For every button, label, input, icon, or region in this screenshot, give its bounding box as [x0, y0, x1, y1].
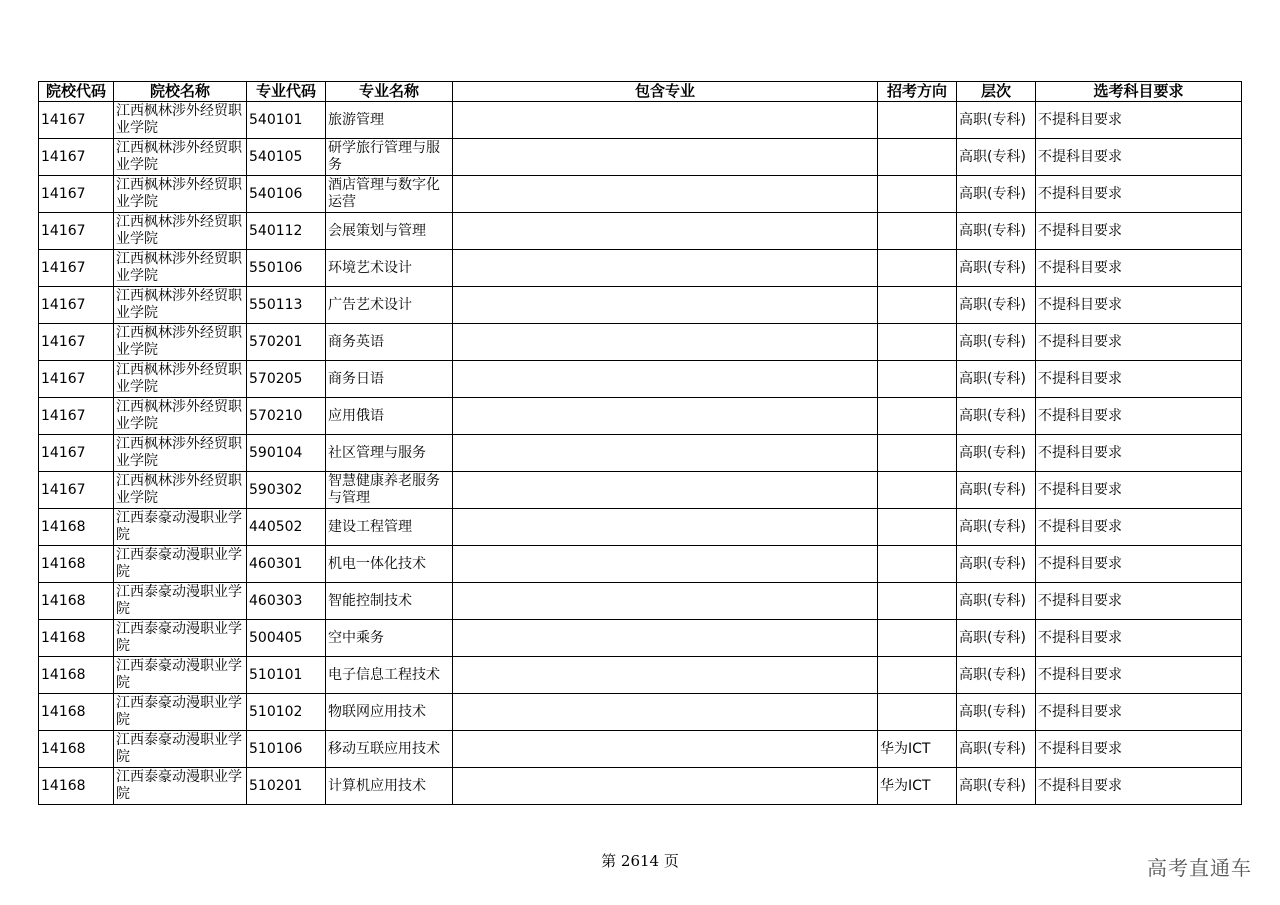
table-row: [39, 102, 1242, 139]
level-cell: 高职(专科): [957, 694, 1036, 731]
major-code-cell: 590302: [247, 472, 326, 509]
school-name-cell: 江西枫林涉外经贸职业学院: [114, 361, 247, 398]
admissions-table: [38, 81, 1242, 805]
school-code-cell: 14167: [39, 287, 114, 324]
school-code-cell: 14167: [39, 102, 114, 139]
major-code-cell: 460303: [247, 583, 326, 620]
school-name-cell: 江西泰豪动漫职业学院: [114, 509, 247, 546]
header-major-name: 专业名称: [326, 82, 453, 102]
major-code-cell: 540101: [247, 102, 326, 139]
level-cell: 高职(专科): [957, 176, 1036, 213]
school-code-cell: 14167: [39, 139, 114, 176]
header-major-code: 专业代码: [247, 82, 326, 102]
table-row: [39, 694, 1242, 731]
table-row: [39, 324, 1242, 361]
table-row: [39, 657, 1242, 694]
school-code-cell: 14167: [39, 398, 114, 435]
subject-requirement-cell: 不提科目要求: [1036, 509, 1242, 546]
level-cell: 高职(专科): [957, 768, 1036, 805]
table-body: [39, 102, 1242, 805]
header-school-code: 院校代码: [39, 82, 114, 102]
included-majors-cell: [453, 176, 878, 213]
level-cell: 高职(专科): [957, 472, 1036, 509]
table-row: [39, 620, 1242, 657]
major-code-cell: 540106: [247, 176, 326, 213]
subject-requirement-cell: 不提科目要求: [1036, 657, 1242, 694]
major-name-cell: 商务日语: [326, 361, 453, 398]
major-name-cell: 商务英语: [326, 324, 453, 361]
table-row: [39, 546, 1242, 583]
direction-cell: [878, 435, 957, 472]
subject-requirement-cell: 不提科目要求: [1036, 435, 1242, 472]
included-majors-cell: [453, 435, 878, 472]
major-code-cell: 570201: [247, 324, 326, 361]
major-name-cell: 空中乘务: [326, 620, 453, 657]
school-code-cell: 14168: [39, 509, 114, 546]
school-name-cell: 江西泰豪动漫职业学院: [114, 694, 247, 731]
table-row: [39, 139, 1242, 176]
table-row: [39, 768, 1242, 805]
header-school-name: 院校名称: [114, 82, 247, 102]
direction-cell: [878, 361, 957, 398]
major-code-cell: 570205: [247, 361, 326, 398]
direction-cell: [878, 583, 957, 620]
subject-requirement-cell: 不提科目要求: [1036, 250, 1242, 287]
table-row: [39, 509, 1242, 546]
table-row: [39, 472, 1242, 509]
direction-cell: [878, 250, 957, 287]
level-cell: 高职(专科): [957, 250, 1036, 287]
direction-cell: [878, 324, 957, 361]
major-name-cell: 研学旅行管理与服务: [326, 139, 453, 176]
major-code-cell: 500405: [247, 620, 326, 657]
major-name-cell: 应用俄语: [326, 398, 453, 435]
direction-cell: [878, 176, 957, 213]
school-code-cell: 14168: [39, 694, 114, 731]
school-code-cell: 14167: [39, 324, 114, 361]
subject-requirement-cell: 不提科目要求: [1036, 472, 1242, 509]
table-row: [39, 583, 1242, 620]
school-name-cell: 江西泰豪动漫职业学院: [114, 583, 247, 620]
table-row: [39, 250, 1242, 287]
included-majors-cell: [453, 657, 878, 694]
school-code-cell: 14167: [39, 250, 114, 287]
included-majors-cell: [453, 102, 878, 139]
major-name-cell: 智能控制技术: [326, 583, 453, 620]
level-cell: 高职(专科): [957, 583, 1036, 620]
subject-requirement-cell: 不提科目要求: [1036, 324, 1242, 361]
included-majors-cell: [453, 546, 878, 583]
major-name-cell: 酒店管理与数字化运营: [326, 176, 453, 213]
school-name-cell: 江西枫林涉外经贸职业学院: [114, 213, 247, 250]
school-name-cell: 江西枫林涉外经贸职业学院: [114, 398, 247, 435]
header-direction: 招考方向: [878, 82, 957, 102]
table-row: [39, 176, 1242, 213]
level-cell: 高职(专科): [957, 213, 1036, 250]
direction-cell: 华为ICT: [878, 768, 957, 805]
direction-cell: [878, 472, 957, 509]
header-subject-requirement: 选考科目要求: [1036, 82, 1242, 102]
major-code-cell: 510201: [247, 768, 326, 805]
school-name-cell: 江西枫林涉外经贸职业学院: [114, 472, 247, 509]
subject-requirement-cell: 不提科目要求: [1036, 102, 1242, 139]
level-cell: 高职(专科): [957, 731, 1036, 768]
included-majors-cell: [453, 509, 878, 546]
level-cell: 高职(专科): [957, 139, 1036, 176]
direction-cell: 华为ICT: [878, 731, 957, 768]
table-row: [39, 287, 1242, 324]
major-code-cell: 440502: [247, 509, 326, 546]
included-majors-cell: [453, 398, 878, 435]
level-cell: 高职(专科): [957, 657, 1036, 694]
level-cell: 高职(专科): [957, 546, 1036, 583]
included-majors-cell: [453, 139, 878, 176]
school-name-cell: 江西枫林涉外经贸职业学院: [114, 435, 247, 472]
header-row: [39, 82, 1242, 102]
level-cell: 高职(专科): [957, 361, 1036, 398]
major-code-cell: 510102: [247, 694, 326, 731]
school-code-cell: 14167: [39, 361, 114, 398]
subject-requirement-cell: 不提科目要求: [1036, 620, 1242, 657]
level-cell: 高职(专科): [957, 435, 1036, 472]
major-name-cell: 建设工程管理: [326, 509, 453, 546]
school-name-cell: 江西泰豪动漫职业学院: [114, 620, 247, 657]
subject-requirement-cell: 不提科目要求: [1036, 694, 1242, 731]
school-code-cell: 14167: [39, 213, 114, 250]
direction-cell: [878, 620, 957, 657]
major-name-cell: 机电一体化技术: [326, 546, 453, 583]
subject-requirement-cell: 不提科目要求: [1036, 546, 1242, 583]
included-majors-cell: [453, 583, 878, 620]
direction-cell: [878, 657, 957, 694]
level-cell: 高职(专科): [957, 324, 1036, 361]
school-code-cell: 14168: [39, 620, 114, 657]
subject-requirement-cell: 不提科目要求: [1036, 213, 1242, 250]
major-name-cell: 旅游管理: [326, 102, 453, 139]
direction-cell: [878, 102, 957, 139]
included-majors-cell: [453, 361, 878, 398]
major-name-cell: 物联网应用技术: [326, 694, 453, 731]
major-code-cell: 540105: [247, 139, 326, 176]
watermark: 高考直通车: [1147, 856, 1252, 880]
major-name-cell: 广告艺术设计: [326, 287, 453, 324]
level-cell: 高职(专科): [957, 620, 1036, 657]
included-majors-cell: [453, 768, 878, 805]
header-included-majors: 包含专业: [453, 82, 878, 102]
subject-requirement-cell: 不提科目要求: [1036, 361, 1242, 398]
school-code-cell: 14168: [39, 546, 114, 583]
major-name-cell: 社区管理与服务: [326, 435, 453, 472]
direction-cell: [878, 546, 957, 583]
school-name-cell: 江西枫林涉外经贸职业学院: [114, 139, 247, 176]
major-code-cell: 590104: [247, 435, 326, 472]
subject-requirement-cell: 不提科目要求: [1036, 398, 1242, 435]
school-name-cell: 江西枫林涉外经贸职业学院: [114, 102, 247, 139]
major-name-cell: 电子信息工程技术: [326, 657, 453, 694]
table-row: [39, 398, 1242, 435]
school-code-cell: 14167: [39, 176, 114, 213]
major-code-cell: 550113: [247, 287, 326, 324]
school-name-cell: 江西泰豪动漫职业学院: [114, 657, 247, 694]
school-name-cell: 江西枫林涉外经贸职业学院: [114, 176, 247, 213]
major-code-cell: 540112: [247, 213, 326, 250]
level-cell: 高职(专科): [957, 102, 1036, 139]
level-cell: 高职(专科): [957, 287, 1036, 324]
school-code-cell: 14168: [39, 768, 114, 805]
school-code-cell: 14168: [39, 583, 114, 620]
table-row: [39, 213, 1242, 250]
direction-cell: [878, 509, 957, 546]
major-name-cell: 移动互联应用技术: [326, 731, 453, 768]
included-majors-cell: [453, 620, 878, 657]
subject-requirement-cell: 不提科目要求: [1036, 768, 1242, 805]
school-name-cell: 江西泰豪动漫职业学院: [114, 768, 247, 805]
included-majors-cell: [453, 472, 878, 509]
subject-requirement-cell: 不提科目要求: [1036, 176, 1242, 213]
school-code-cell: 14167: [39, 435, 114, 472]
included-majors-cell: [453, 213, 878, 250]
school-name-cell: 江西枫林涉外经贸职业学院: [114, 324, 247, 361]
table-row: [39, 435, 1242, 472]
included-majors-cell: [453, 250, 878, 287]
included-majors-cell: [453, 287, 878, 324]
included-majors-cell: [453, 731, 878, 768]
major-name-cell: 计算机应用技术: [326, 768, 453, 805]
subject-requirement-cell: 不提科目要求: [1036, 139, 1242, 176]
level-cell: 高职(专科): [957, 398, 1036, 435]
major-code-cell: 510106: [247, 731, 326, 768]
major-code-cell: 550106: [247, 250, 326, 287]
school-code-cell: 14167: [39, 472, 114, 509]
direction-cell: [878, 287, 957, 324]
school-name-cell: 江西泰豪动漫职业学院: [114, 546, 247, 583]
school-name-cell: 江西泰豪动漫职业学院: [114, 731, 247, 768]
major-code-cell: 460301: [247, 546, 326, 583]
direction-cell: [878, 398, 957, 435]
direction-cell: [878, 213, 957, 250]
school-name-cell: 江西枫林涉外经贸职业学院: [114, 287, 247, 324]
school-code-cell: 14168: [39, 657, 114, 694]
major-code-cell: 570210: [247, 398, 326, 435]
major-code-cell: 510101: [247, 657, 326, 694]
header-level: 层次: [957, 82, 1036, 102]
table-row: [39, 361, 1242, 398]
school-name-cell: 江西枫林涉外经贸职业学院: [114, 250, 247, 287]
page-number: 第 2614 页: [601, 852, 679, 870]
level-cell: 高职(专科): [957, 509, 1036, 546]
subject-requirement-cell: 不提科目要求: [1036, 287, 1242, 324]
table-row: [39, 731, 1242, 768]
major-name-cell: 会展策划与管理: [326, 213, 453, 250]
included-majors-cell: [453, 324, 878, 361]
subject-requirement-cell: 不提科目要求: [1036, 583, 1242, 620]
direction-cell: [878, 694, 957, 731]
subject-requirement-cell: 不提科目要求: [1036, 731, 1242, 768]
school-code-cell: 14168: [39, 731, 114, 768]
major-name-cell: 环境艺术设计: [326, 250, 453, 287]
included-majors-cell: [453, 694, 878, 731]
major-name-cell: 智慧健康养老服务与管理: [326, 472, 453, 509]
direction-cell: [878, 139, 957, 176]
